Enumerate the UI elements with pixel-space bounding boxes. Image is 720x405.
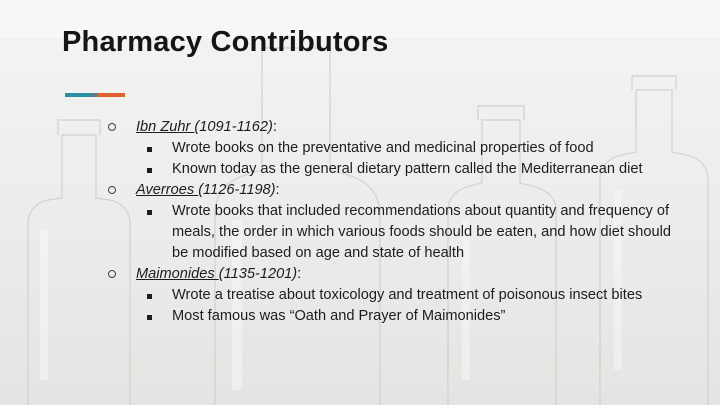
square-bullet-icon: [147, 315, 152, 320]
title-accent-bar: [65, 93, 125, 97]
square-bullet-icon: [147, 210, 152, 215]
contributor-points: [136, 285, 672, 327]
accent-segment: [97, 93, 125, 97]
contributor-points: [136, 201, 672, 264]
contributor-heading: [136, 180, 672, 201]
contributor-colon: :: [297, 266, 302, 282]
contributor-point: [136, 201, 672, 264]
point-text: Wrote books that included recommendations about quantity and frequency of meals, the order in which various foods should be eaten, and how diet should be modified based on age and state of health: [172, 203, 671, 261]
contributor-points: [136, 138, 672, 180]
contributor-name: Maimonides: [136, 266, 219, 282]
contributor-heading: [136, 117, 672, 138]
point-text: Wrote a treatise about toxicology and treatment of poisonous insect bites: [172, 287, 643, 303]
hollow-circle-bullet-icon: [108, 123, 116, 131]
contributor-item: [112, 180, 672, 264]
contributor-colon: :: [272, 119, 277, 135]
contributors-list: [112, 117, 672, 327]
contributor-colon: :: [275, 182, 280, 198]
contributor-name: Ibn Zuhr: [136, 119, 195, 135]
square-bullet-icon: [147, 168, 152, 173]
point-text: Known today as the general dietary pattern called the Mediterranean diet: [172, 161, 643, 177]
contributor-point: [136, 159, 672, 180]
contributor-point: [136, 285, 672, 306]
contributor-name: Averroes: [136, 182, 199, 198]
content-list: [112, 117, 672, 327]
point-text: Wrote books on the preventative and medicinal properties of food: [172, 140, 594, 156]
accent-segment: [65, 93, 91, 97]
hollow-circle-bullet-icon: [108, 270, 116, 278]
contributor-point: [136, 306, 672, 327]
square-bullet-icon: [147, 294, 152, 299]
contributor-heading: [136, 264, 672, 285]
slide-title: Pharmacy Contributors: [62, 26, 389, 58]
contributor-dates: (1135-1201): [218, 266, 298, 282]
contributor-item: [112, 117, 672, 180]
square-bullet-icon: [147, 147, 152, 152]
point-text: Most famous was “Oath and Prayer of Maimonides”: [172, 308, 506, 324]
contributor-dates: (1091-1162): [194, 119, 273, 135]
contributor-dates: (1126-1198): [198, 182, 276, 198]
contributor-item: [112, 264, 672, 327]
hollow-circle-bullet-icon: [108, 186, 116, 194]
contributor-point: [136, 138, 672, 159]
